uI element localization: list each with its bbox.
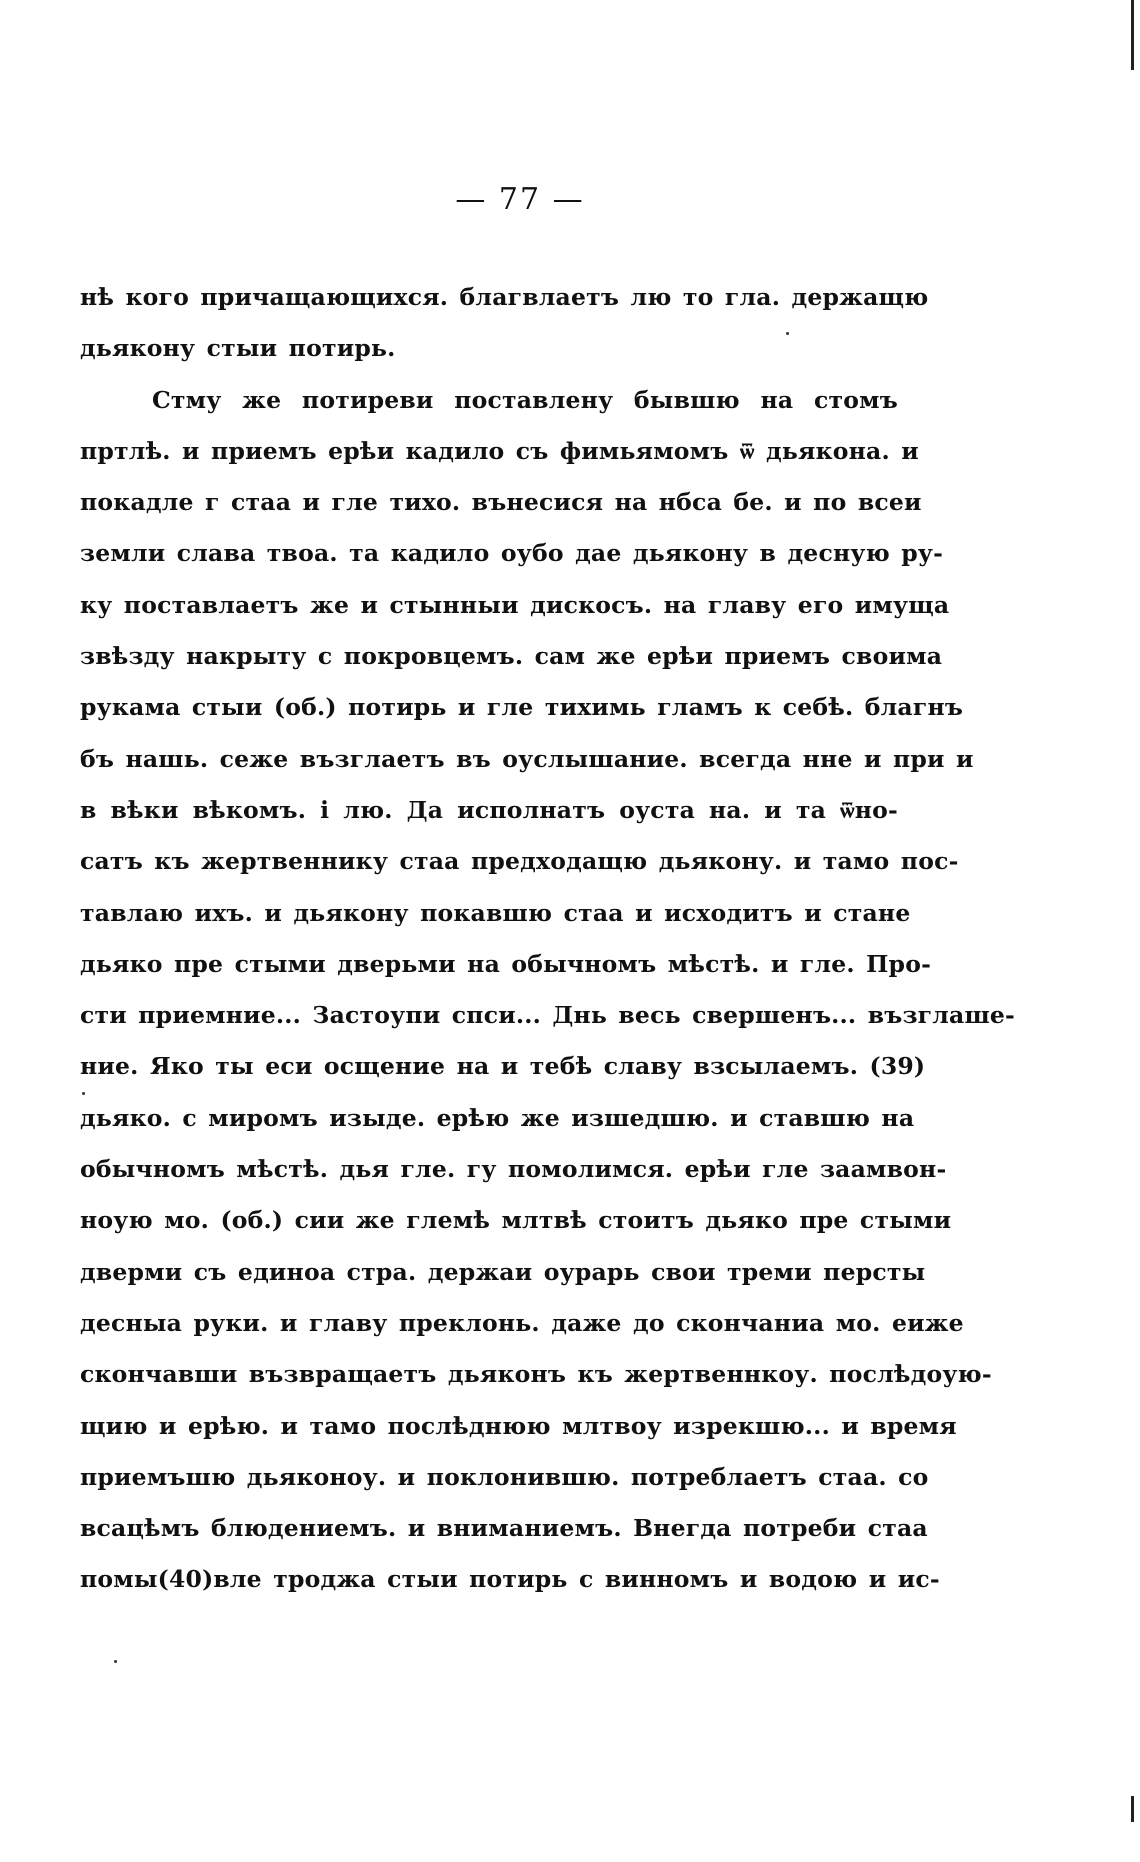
text-line: покадле г стаа и гле тихо. вънесися на нбса бе. и по всеи [80,488,922,517]
text-line: бъ нашь. сеже възглаетъ въ оуслышание. всегда нне и при и [80,744,974,773]
text-line: десныа руки. и главу преклонь. даже до скончаниа мо. еиже [80,1308,964,1337]
text-line: дьяко пре стыми дверьми на обычномъ мѣстѣ. и гле. Про- [80,949,932,978]
text-line: щию и ерѣю. и тамо послѣднюю млтвоу изрекшю... и время [80,1411,957,1440]
text-line: ку поставлаетъ же и стынныи дискосъ. на главу его имуща [80,590,950,619]
text-line: звѣзду накрыту с покровцемъ. сам же ерѣи приемъ своима [80,642,943,671]
text-line: дьяко. с миромъ изыде. ерѣю же изшедшю. и ставшю на [80,1103,915,1132]
scan-edge-mark-bottom [1131,1796,1134,1822]
text-line: Стму же потиреви поставлену бывшю на стомъ [152,385,898,414]
text-line: ние. Яко ты еси осщение на и тебѣ славу взсылаемъ. (39) [80,1052,926,1081]
scan-edge-mark-top [1131,0,1134,70]
text-line: земли слава твоа. та кадило оубо дае дьякону в десную ру- [80,539,944,568]
text-line: помы(40)вле троджа стыи потирь с винномъ и водою и ис- [80,1565,940,1594]
text-line: сти приемние... Застоупи спси... Днь весь свершенъ... възглаше- [80,1001,1015,1030]
text-line: скончавши възвращаетъ дьяконъ къ жертвеннкоу. послѣдоую- [80,1360,992,1389]
text-line: обычномъ мѣстѣ. дья гле. гу помолимся. ерѣи гле заамвон- [80,1155,947,1184]
text-line: в вѣки вѣкомъ. і лю. Да исполнатъ оуста на. и та ѿно- [80,795,898,824]
text-line: нѣ кого причащающихся. благвлаетъ лю то гла. держащю [80,283,929,311]
page-number: — 77 — [455,182,585,217]
text-line: пртлѣ. и приемъ ерѣи кадило съ фимьямомъ ѿ дьякона. и [80,436,919,465]
body-text [80,272,1015,1606]
text-line: тавлаю ихъ. и дьякону покавшю стаа и исходитъ и стане [80,898,911,927]
text-line: ноую мо. (об.) сии же глемѣ млтвѣ стоитъ дьяко пре стыми [80,1206,952,1235]
scan-speck [114,1660,117,1663]
text-line: всацѣмъ блюдениемъ. и вниманиемъ. Внегда потреби стаа [80,1514,928,1543]
text-line: рукама стыи (об.) потирь и гле тихимь гламъ к себѣ. благнъ [80,693,964,722]
scan-speck [82,1092,85,1095]
text-line: дьякону стыи потирь. [80,334,396,363]
text-line: дверми съ единоа стра. держаи оурарь свои треми персты [80,1257,926,1286]
text-line: сатъ къ жертвеннику стаа предходащю дьякону. и тамо пос- [80,847,959,876]
text-line: приемъшю дьяконоу. и поклонившю. потреблаетъ стаа. со [80,1462,929,1491]
scan-speck [786,332,789,335]
